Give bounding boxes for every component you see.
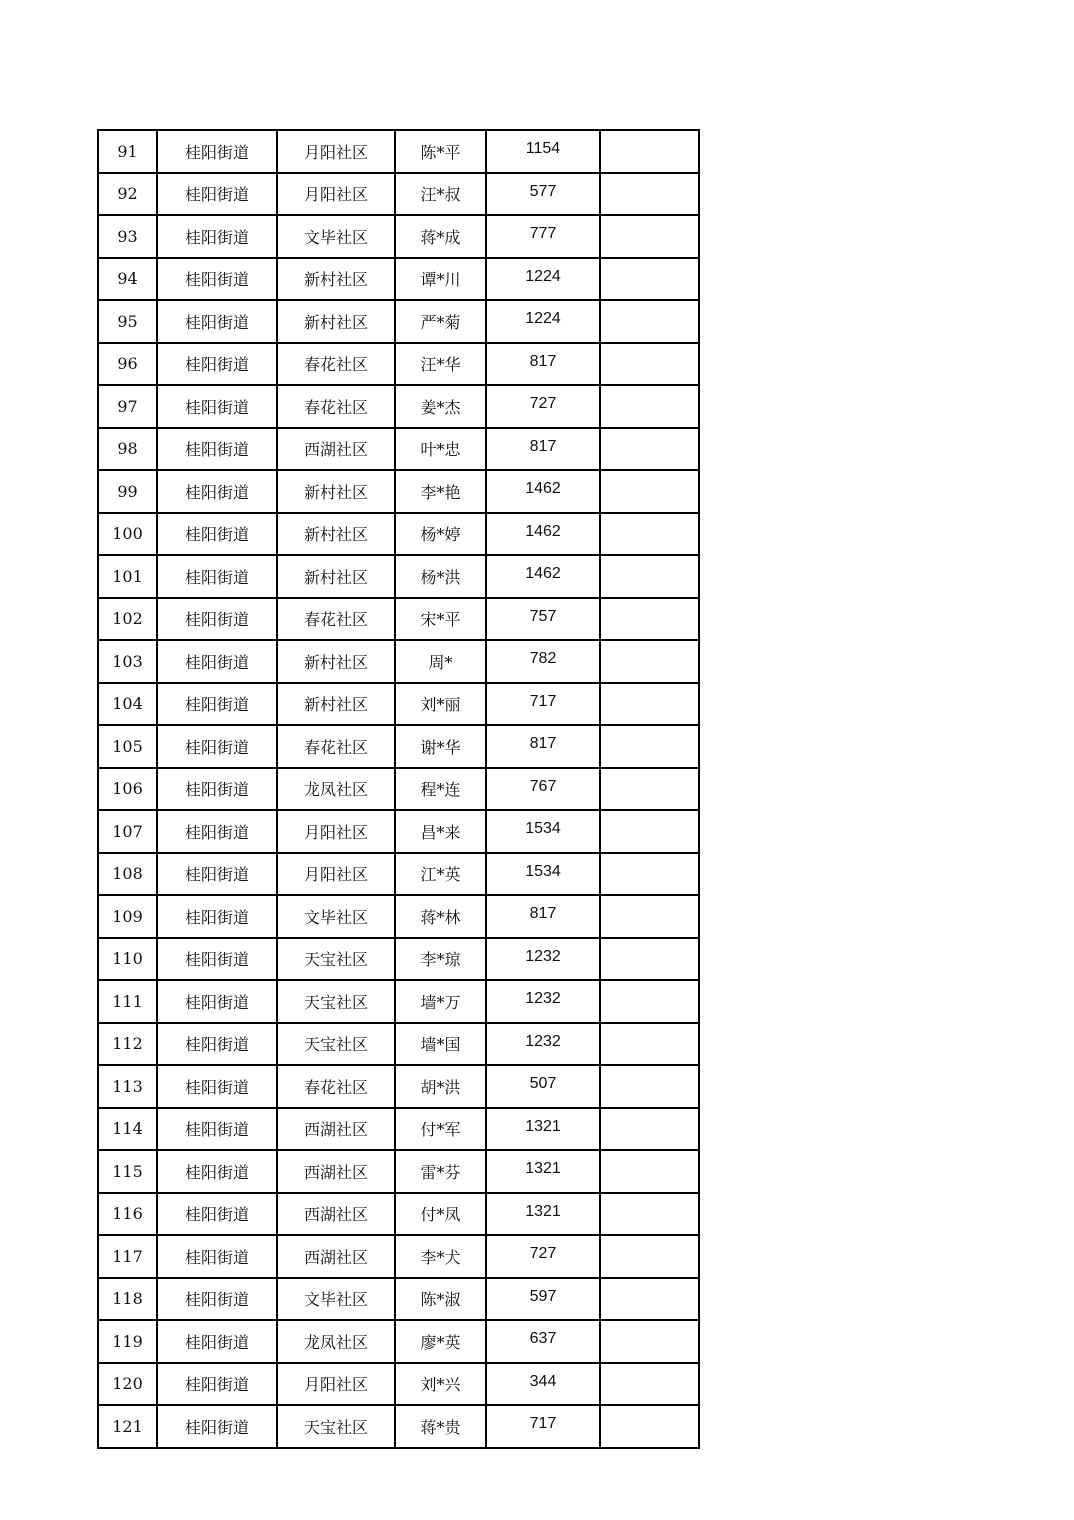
cell-note <box>600 1320 699 1363</box>
cell-amount: 727 <box>486 1235 600 1278</box>
cell-name: 付*军 <box>395 1108 486 1151</box>
cell-amount: 767 <box>486 768 600 811</box>
cell-amount: 1232 <box>486 938 600 981</box>
table-row <box>98 725 699 768</box>
cell-street: 桂阳街道 <box>157 1065 277 1108</box>
cell-note <box>600 173 699 216</box>
cell-name: 叶*忠 <box>395 428 486 471</box>
table-row <box>98 300 699 343</box>
cell-note <box>600 810 699 853</box>
cell-index: 101 <box>98 555 157 598</box>
cell-name: 严*菊 <box>395 300 486 343</box>
cell-name: 谭*川 <box>395 258 486 301</box>
table-row <box>98 215 699 258</box>
data-table <box>97 129 700 1449</box>
cell-name: 陈*淑 <box>395 1278 486 1321</box>
cell-index: 102 <box>98 598 157 641</box>
cell-street: 桂阳街道 <box>157 343 277 386</box>
cell-street: 桂阳街道 <box>157 300 277 343</box>
cell-street: 桂阳街道 <box>157 980 277 1023</box>
cell-note <box>600 1023 699 1066</box>
cell-name: 周* <box>395 640 486 683</box>
cell-community: 月阳社区 <box>277 1363 395 1406</box>
table-row <box>98 1320 699 1363</box>
cell-amount: 727 <box>486 385 600 428</box>
cell-amount: 1154 <box>486 130 600 173</box>
cell-name: 谢*华 <box>395 725 486 768</box>
cell-index: 92 <box>98 173 157 216</box>
cell-note <box>600 258 699 301</box>
cell-index: 97 <box>98 385 157 428</box>
cell-note <box>600 980 699 1023</box>
cell-community: 月阳社区 <box>277 810 395 853</box>
cell-note <box>600 555 699 598</box>
cell-note <box>600 1065 699 1108</box>
cell-street: 桂阳街道 <box>157 1108 277 1151</box>
cell-name: 江*英 <box>395 853 486 896</box>
cell-note <box>600 343 699 386</box>
cell-street: 桂阳街道 <box>157 640 277 683</box>
cell-community: 文毕社区 <box>277 1278 395 1321</box>
cell-amount: 757 <box>486 598 600 641</box>
cell-amount: 1232 <box>486 1023 600 1066</box>
cell-index: 95 <box>98 300 157 343</box>
cell-street: 桂阳街道 <box>157 1278 277 1321</box>
cell-street: 桂阳街道 <box>157 938 277 981</box>
cell-community: 天宝社区 <box>277 1023 395 1066</box>
cell-note <box>600 1363 699 1406</box>
cell-name: 雷*芬 <box>395 1150 486 1193</box>
cell-note <box>600 513 699 556</box>
cell-street: 桂阳街道 <box>157 555 277 598</box>
cell-amount: 1321 <box>486 1193 600 1236</box>
cell-index: 111 <box>98 980 157 1023</box>
cell-name: 付*凤 <box>395 1193 486 1236</box>
cell-community: 龙凤社区 <box>277 768 395 811</box>
cell-index: 96 <box>98 343 157 386</box>
cell-amount: 817 <box>486 725 600 768</box>
cell-name: 蒋*贵 <box>395 1405 486 1448</box>
cell-street: 桂阳街道 <box>157 853 277 896</box>
cell-street: 桂阳街道 <box>157 1405 277 1448</box>
table-row <box>98 1108 699 1151</box>
cell-amount: 577 <box>486 173 600 216</box>
cell-community: 文毕社区 <box>277 215 395 258</box>
cell-community: 新村社区 <box>277 640 395 683</box>
cell-street: 桂阳街道 <box>157 513 277 556</box>
cell-amount: 1224 <box>486 300 600 343</box>
cell-note <box>600 470 699 513</box>
cell-street: 桂阳街道 <box>157 810 277 853</box>
cell-note <box>600 130 699 173</box>
table-row <box>98 130 699 173</box>
cell-note <box>600 683 699 726</box>
cell-name: 李*艳 <box>395 470 486 513</box>
table-row <box>98 640 699 683</box>
table-row <box>98 895 699 938</box>
cell-index: 105 <box>98 725 157 768</box>
cell-street: 桂阳街道 <box>157 598 277 641</box>
table-row <box>98 768 699 811</box>
cell-community: 春花社区 <box>277 385 395 428</box>
table-row <box>98 555 699 598</box>
cell-community: 春花社区 <box>277 598 395 641</box>
cell-community: 新村社区 <box>277 683 395 726</box>
cell-name: 李*琼 <box>395 938 486 981</box>
cell-index: 104 <box>98 683 157 726</box>
cell-street: 桂阳街道 <box>157 173 277 216</box>
cell-index: 119 <box>98 1320 157 1363</box>
table-row <box>98 810 699 853</box>
cell-note <box>600 300 699 343</box>
cell-name: 刘*丽 <box>395 683 486 726</box>
cell-note <box>600 938 699 981</box>
cell-note <box>600 768 699 811</box>
cell-index: 91 <box>98 130 157 173</box>
cell-name: 汪*叔 <box>395 173 486 216</box>
cell-amount: 817 <box>486 428 600 471</box>
cell-note <box>600 640 699 683</box>
cell-note <box>600 385 699 428</box>
table-row <box>98 470 699 513</box>
cell-note <box>600 1108 699 1151</box>
table-row <box>98 1065 699 1108</box>
cell-name: 墙*万 <box>395 980 486 1023</box>
table-row <box>98 980 699 1023</box>
cell-name: 汪*华 <box>395 343 486 386</box>
table-row <box>98 1278 699 1321</box>
table-row <box>98 428 699 471</box>
cell-community: 文毕社区 <box>277 895 395 938</box>
cell-name: 胡*洪 <box>395 1065 486 1108</box>
cell-street: 桂阳街道 <box>157 768 277 811</box>
cell-amount: 1224 <box>486 258 600 301</box>
table-row <box>98 513 699 556</box>
cell-note <box>600 1150 699 1193</box>
table-row <box>98 938 699 981</box>
cell-amount: 1232 <box>486 980 600 1023</box>
cell-street: 桂阳街道 <box>157 1320 277 1363</box>
cell-amount: 1321 <box>486 1108 600 1151</box>
cell-note <box>600 1405 699 1448</box>
cell-street: 桂阳街道 <box>157 1363 277 1406</box>
cell-index: 112 <box>98 1023 157 1066</box>
table-row <box>98 1193 699 1236</box>
cell-street: 桂阳街道 <box>157 1023 277 1066</box>
cell-street: 桂阳街道 <box>157 385 277 428</box>
cell-community: 春花社区 <box>277 1065 395 1108</box>
cell-amount: 782 <box>486 640 600 683</box>
cell-name: 蒋*成 <box>395 215 486 258</box>
cell-community: 春花社区 <box>277 725 395 768</box>
cell-note <box>600 725 699 768</box>
cell-community: 西湖社区 <box>277 1150 395 1193</box>
cell-amount: 1534 <box>486 810 600 853</box>
cell-amount: 507 <box>486 1065 600 1108</box>
table-row <box>98 598 699 641</box>
cell-street: 桂阳街道 <box>157 215 277 258</box>
cell-amount: 637 <box>486 1320 600 1363</box>
cell-amount: 597 <box>486 1278 600 1321</box>
cell-index: 106 <box>98 768 157 811</box>
cell-amount: 1462 <box>486 555 600 598</box>
cell-note <box>600 895 699 938</box>
cell-index: 113 <box>98 1065 157 1108</box>
cell-street: 桂阳街道 <box>157 683 277 726</box>
cell-index: 118 <box>98 1278 157 1321</box>
cell-name: 杨*洪 <box>395 555 486 598</box>
cell-name: 姜*杰 <box>395 385 486 428</box>
cell-amount: 777 <box>486 215 600 258</box>
cell-name: 宋*平 <box>395 598 486 641</box>
cell-street: 桂阳街道 <box>157 258 277 301</box>
cell-index: 110 <box>98 938 157 981</box>
cell-note <box>600 428 699 471</box>
cell-amount: 817 <box>486 343 600 386</box>
cell-community: 天宝社区 <box>277 1405 395 1448</box>
cell-name: 廖*英 <box>395 1320 486 1363</box>
cell-street: 桂阳街道 <box>157 1235 277 1278</box>
cell-name: 蒋*林 <box>395 895 486 938</box>
cell-street: 桂阳街道 <box>157 130 277 173</box>
cell-index: 93 <box>98 215 157 258</box>
cell-community: 西湖社区 <box>277 1193 395 1236</box>
table-body <box>98 130 699 1448</box>
cell-index: 120 <box>98 1363 157 1406</box>
cell-street: 桂阳街道 <box>157 895 277 938</box>
cell-street: 桂阳街道 <box>157 725 277 768</box>
table-row <box>98 1363 699 1406</box>
cell-street: 桂阳街道 <box>157 1150 277 1193</box>
table-row <box>98 343 699 386</box>
cell-index: 114 <box>98 1108 157 1151</box>
cell-community: 月阳社区 <box>277 173 395 216</box>
cell-name: 陈*平 <box>395 130 486 173</box>
cell-index: 108 <box>98 853 157 896</box>
cell-name: 墙*国 <box>395 1023 486 1066</box>
cell-name: 程*连 <box>395 768 486 811</box>
cell-index: 116 <box>98 1193 157 1236</box>
cell-name: 昌*来 <box>395 810 486 853</box>
cell-street: 桂阳街道 <box>157 1193 277 1236</box>
cell-community: 新村社区 <box>277 555 395 598</box>
cell-index: 115 <box>98 1150 157 1193</box>
cell-amount: 1462 <box>486 513 600 556</box>
table-row <box>98 1150 699 1193</box>
cell-note <box>600 598 699 641</box>
cell-note <box>600 215 699 258</box>
cell-community: 月阳社区 <box>277 130 395 173</box>
cell-amount: 1534 <box>486 853 600 896</box>
cell-amount: 1321 <box>486 1150 600 1193</box>
cell-name: 刘*兴 <box>395 1363 486 1406</box>
cell-name: 李*犬 <box>395 1235 486 1278</box>
cell-amount: 717 <box>486 683 600 726</box>
cell-amount: 1462 <box>486 470 600 513</box>
table-row <box>98 853 699 896</box>
cell-street: 桂阳街道 <box>157 428 277 471</box>
cell-index: 109 <box>98 895 157 938</box>
cell-index: 121 <box>98 1405 157 1448</box>
cell-community: 新村社区 <box>277 258 395 301</box>
cell-index: 107 <box>98 810 157 853</box>
cell-index: 98 <box>98 428 157 471</box>
table-row <box>98 173 699 216</box>
table-row <box>98 1023 699 1066</box>
cell-community: 天宝社区 <box>277 980 395 1023</box>
table-row <box>98 1235 699 1278</box>
cell-community: 西湖社区 <box>277 1235 395 1278</box>
cell-index: 103 <box>98 640 157 683</box>
cell-index: 100 <box>98 513 157 556</box>
cell-community: 新村社区 <box>277 300 395 343</box>
cell-index: 117 <box>98 1235 157 1278</box>
cell-name: 杨*婷 <box>395 513 486 556</box>
cell-note <box>600 1278 699 1321</box>
table-row <box>98 683 699 726</box>
cell-community: 新村社区 <box>277 513 395 556</box>
cell-street: 桂阳街道 <box>157 470 277 513</box>
cell-community: 月阳社区 <box>277 853 395 896</box>
cell-note <box>600 1235 699 1278</box>
cell-community: 龙凤社区 <box>277 1320 395 1363</box>
cell-index: 94 <box>98 258 157 301</box>
cell-amount: 344 <box>486 1363 600 1406</box>
cell-index: 99 <box>98 470 157 513</box>
table-row <box>98 385 699 428</box>
cell-community: 西湖社区 <box>277 428 395 471</box>
cell-community: 天宝社区 <box>277 938 395 981</box>
cell-note <box>600 1193 699 1236</box>
cell-community: 新村社区 <box>277 470 395 513</box>
table-row <box>98 258 699 301</box>
cell-community: 西湖社区 <box>277 1108 395 1151</box>
cell-amount: 817 <box>486 895 600 938</box>
cell-amount: 717 <box>486 1405 600 1448</box>
cell-community: 春花社区 <box>277 343 395 386</box>
table-row <box>98 1405 699 1448</box>
cell-note <box>600 853 699 896</box>
